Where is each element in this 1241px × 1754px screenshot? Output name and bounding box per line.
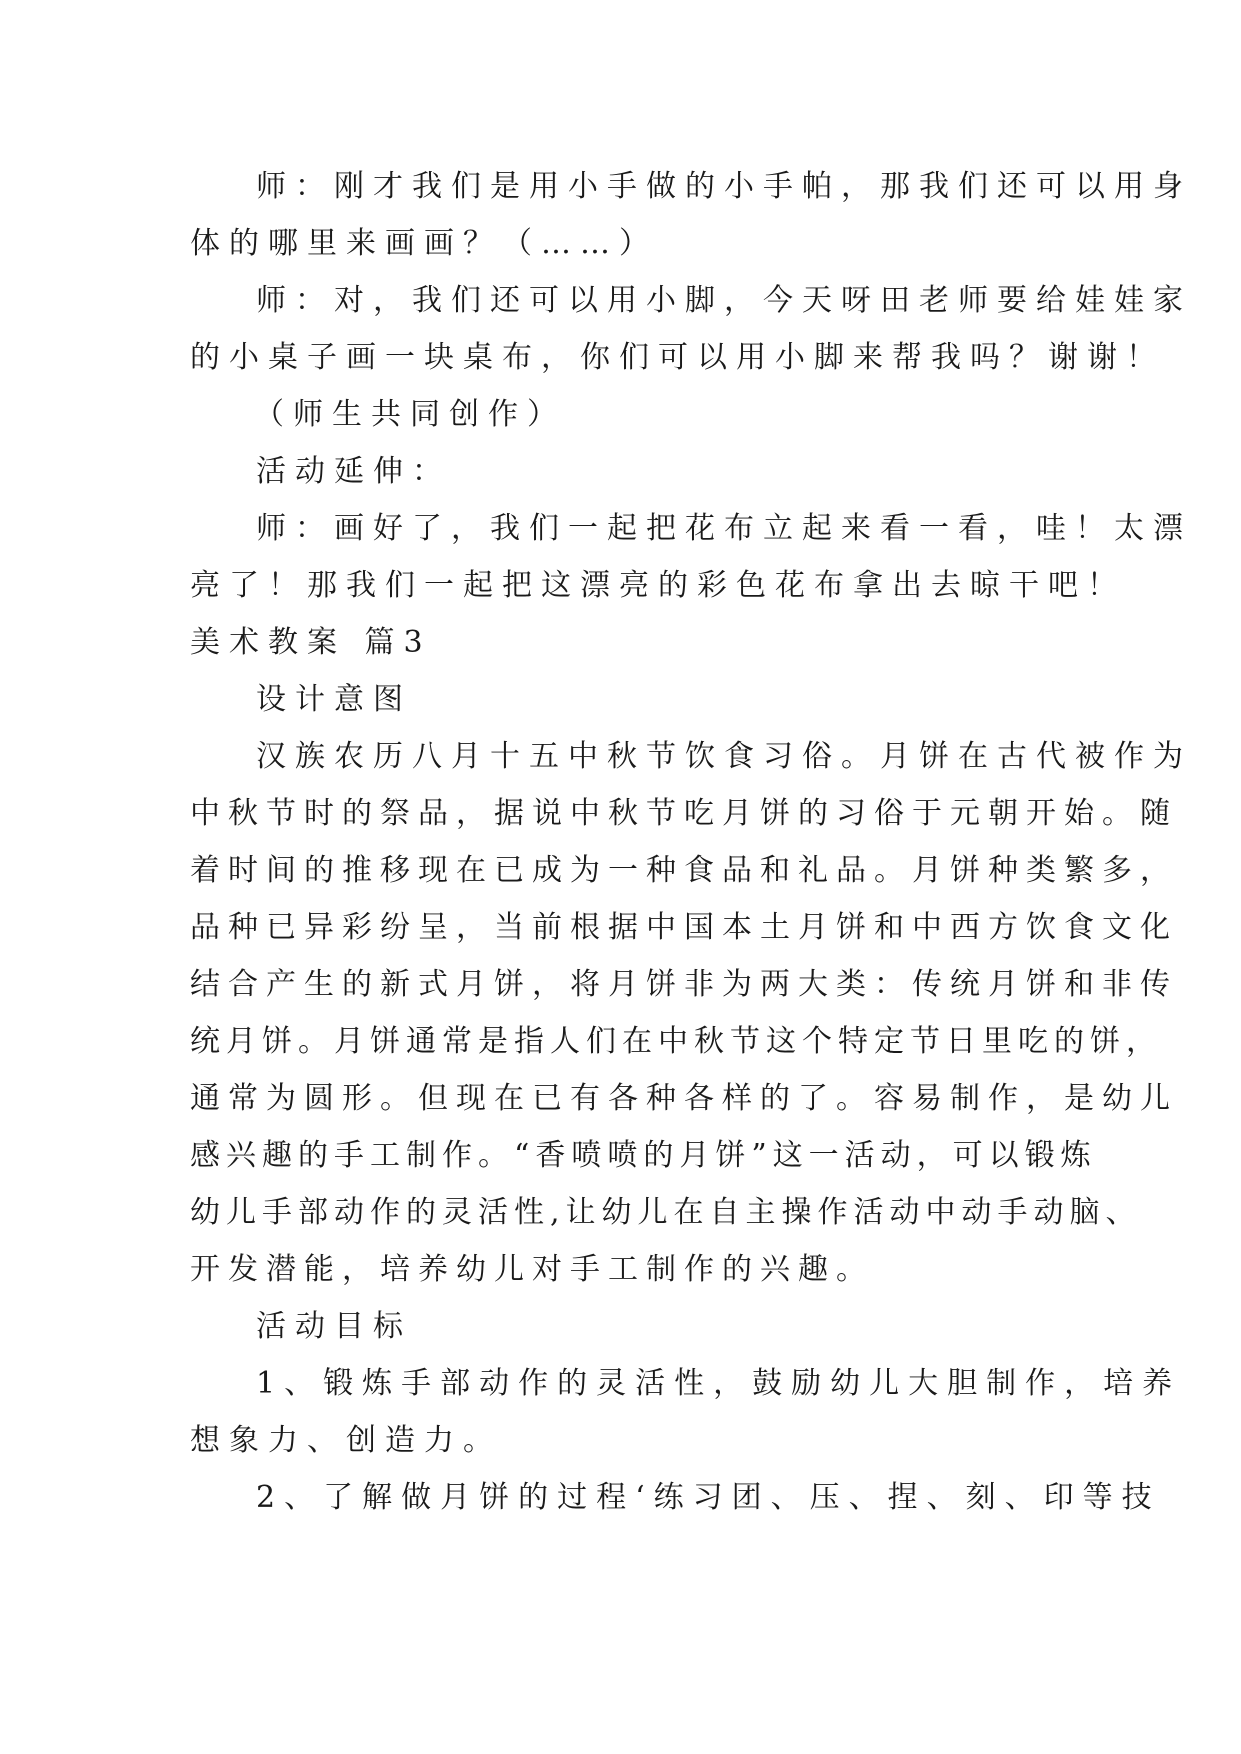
paragraph-line: 感兴趣的手工制作。“香喷喷的月饼”这一活动，可以锻炼: [190, 1138, 1097, 1173]
paragraph-line: 着时间的推移现在已成为一种食品和礼品。月饼种类繁多，: [190, 853, 1178, 888]
paragraph-line: 结合产生的新式月饼，将月饼非为两大类：传统月饼和非传: [190, 967, 1178, 1002]
section-heading: 美术教案 篇3: [190, 625, 432, 660]
paragraph-line: 的小桌子画一块桌布，你们可以用小脚来帮我吗？谢谢！: [190, 340, 1165, 375]
paragraph-line: 品种已异彩纷呈，当前根据中国本土月饼和中西方饮食文化: [190, 910, 1178, 945]
paragraph-line: 幼儿手部动作的灵活性,让幼儿在自主操作活动中动手动脑、: [190, 1195, 1142, 1230]
paragraph-line: 中秋节时的祭品，据说中秋节吃月饼的习俗于元朝开始。随: [190, 796, 1178, 831]
subheading: 活动延伸：: [256, 454, 451, 489]
paragraph-line: 统月饼。月饼通常是指人们在中秋节这个特定节日里吃的饼，: [190, 1024, 1162, 1059]
paragraph-line: 1、锻炼手部动作的灵活性，鼓励幼儿大胆制作，培养: [256, 1366, 1182, 1401]
paragraph-line: 师：刚才我们是用小手做的小手帕，那我们还可以用身: [256, 169, 1192, 204]
subheading: 设计意图: [256, 682, 412, 717]
paragraph-line: 体的哪里来画画？（……）: [190, 226, 658, 261]
paragraph-line: 开发潜能，培养幼儿对手工制作的兴趣。: [190, 1252, 874, 1287]
paragraph-line: （师生共同创作）: [254, 397, 566, 432]
paragraph-line: 师：画好了，我们一起把花布立起来看一看，哇！太漂: [256, 511, 1192, 546]
paragraph-line: 亮了！那我们一起把这漂亮的彩色花布拿出去晾干吧！: [190, 568, 1126, 603]
paragraph-line: 想象力、创造力。: [190, 1423, 502, 1458]
paragraph-line: 汉族农历八月十五中秋节饮食习俗。月饼在古代被作为: [256, 739, 1192, 774]
paragraph-line: 2、了解做月饼的过程‘练习团、压、捏、刻、印等技: [256, 1480, 1161, 1515]
subheading: 活动目标: [256, 1309, 412, 1344]
paragraph-line: 师：对，我们还可以用小脚，今天呀田老师要给娃娃家: [256, 283, 1192, 318]
paragraph-line: 通常为圆形。但现在已有各种各样的了。容易制作，是幼儿: [190, 1081, 1178, 1116]
